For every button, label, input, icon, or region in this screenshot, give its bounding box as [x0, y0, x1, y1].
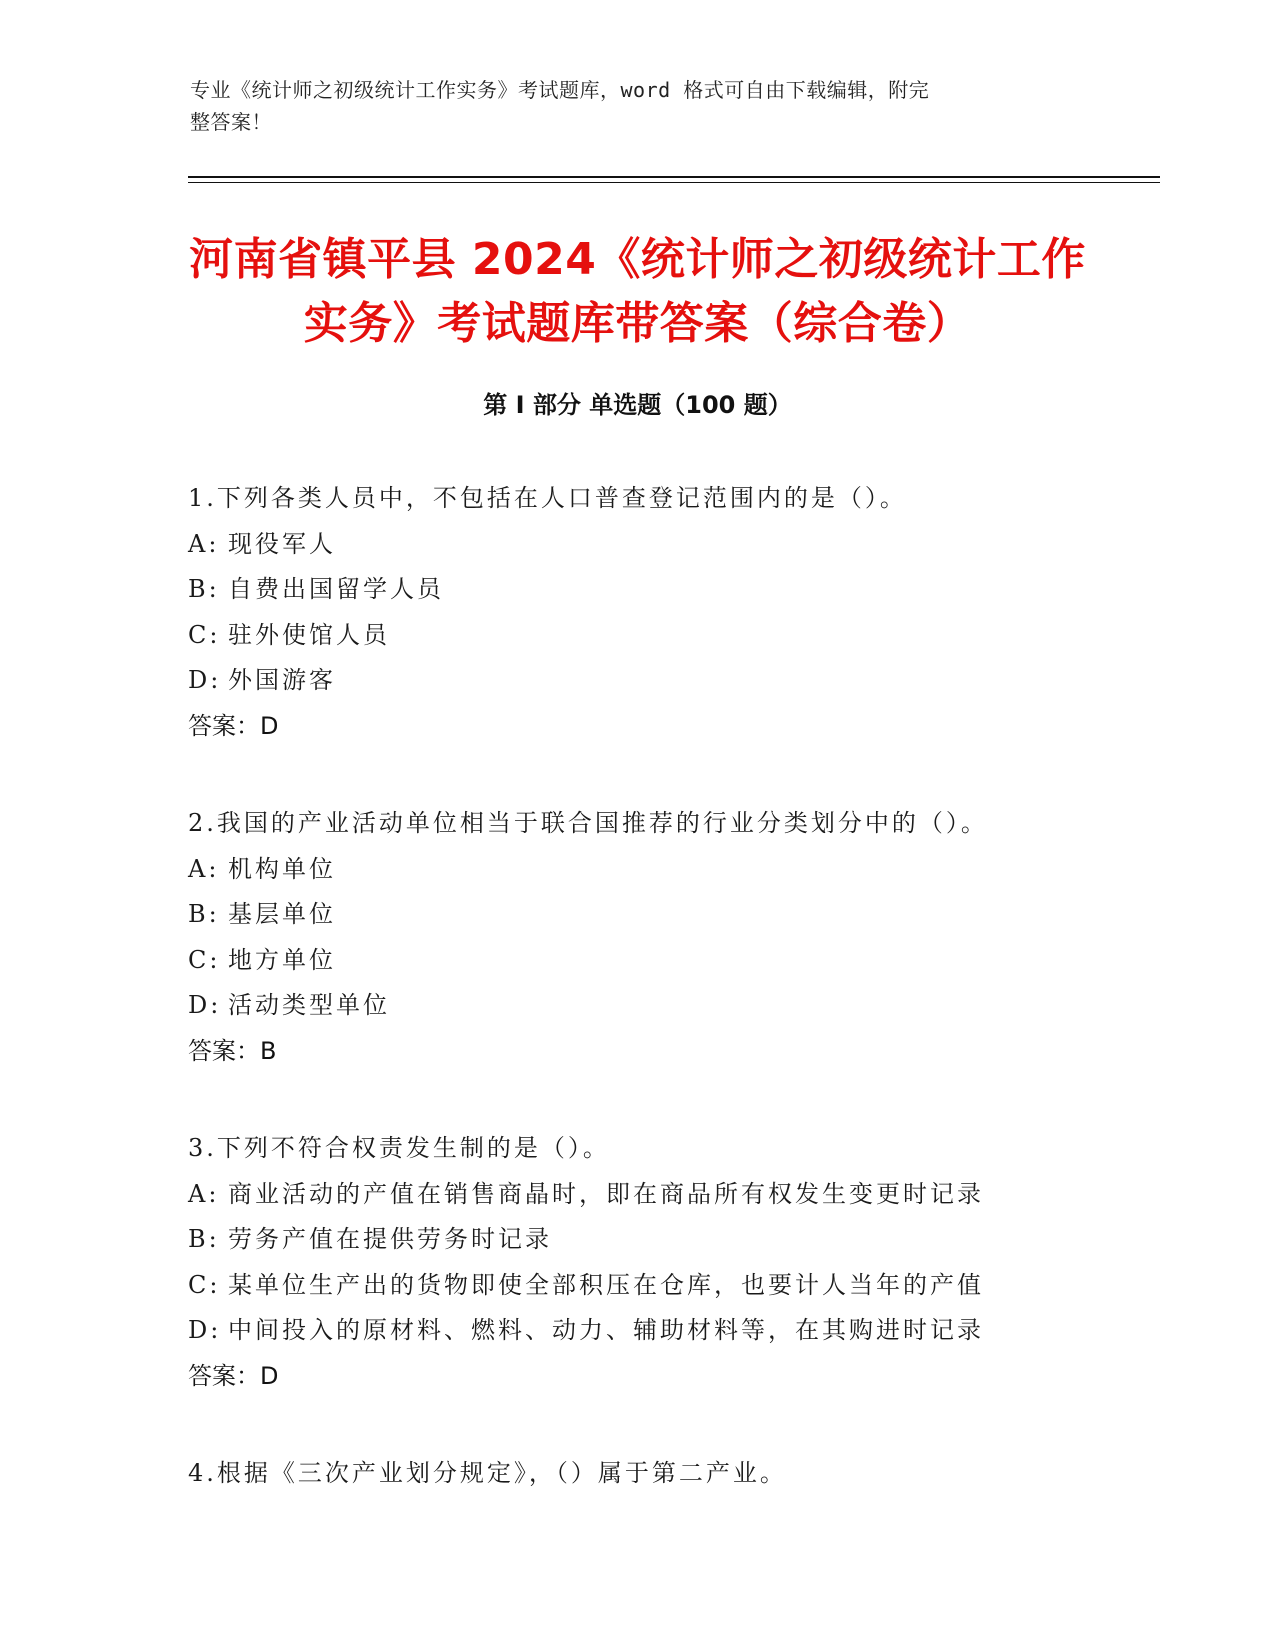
option-key: D: — [188, 991, 222, 1019]
option-text: 中间投入的原材料、燃料、动力、辅助材料等，在其购进时记录 — [228, 1316, 984, 1344]
option-text: 现役军人 — [228, 529, 336, 558]
answer-option — [188, 1172, 1088, 1218]
answer-option — [188, 567, 1088, 613]
option-key: B: — [188, 900, 220, 928]
option-text: 机构单位 — [228, 854, 336, 883]
section-heading: 第 I 部分 单选题（100 题） — [483, 391, 792, 419]
header-note-line-2: 整答案！ — [190, 110, 272, 134]
question-block — [188, 1126, 1088, 1399]
option-key: A: — [188, 529, 220, 558]
header-rule-thick — [188, 176, 1160, 178]
option-text: 驻外使馆人员 — [228, 620, 390, 649]
answer-option — [188, 613, 1088, 659]
answer-key: 答案：D — [188, 1361, 279, 1390]
answer-option — [188, 658, 1088, 704]
option-key: C: — [188, 620, 221, 649]
header-note — [190, 74, 1090, 138]
option-key: D: — [188, 666, 222, 694]
answer-option — [188, 1263, 1088, 1309]
question-block — [188, 476, 1088, 749]
document-title — [150, 228, 1125, 356]
option-text: 自费出国留学人员 — [228, 575, 444, 603]
question-list — [188, 476, 1088, 1549]
document-title-line-2: 实务》考试题库带答案（综合卷） — [303, 298, 972, 349]
option-text: 某单位生产出的货物即使全部积压在仓库，也要计人当年的产值 — [228, 1270, 984, 1299]
question-stem: 1.下列各类人员中，不包括在人口普查登记范围内的是（）。 — [188, 484, 907, 512]
header-note-line-1: 专业《统计师之初级统计工作实务》考试题库，word 格式可自由下载编辑，附完 — [190, 78, 930, 102]
header-rule-thin — [188, 182, 1160, 183]
option-text: 外国游客 — [228, 666, 336, 694]
option-key: B: — [188, 1225, 220, 1253]
option-text: 活动类型单位 — [228, 991, 390, 1019]
option-key: C: — [188, 1270, 221, 1299]
option-text: 地方单位 — [228, 945, 336, 974]
option-key: B: — [188, 575, 220, 603]
option-key: D: — [188, 1316, 222, 1344]
answer-option — [188, 892, 1088, 938]
option-text: 基层单位 — [228, 900, 336, 928]
answer-option — [188, 1308, 1088, 1354]
option-text: 劳务产值在提供劳务时记录 — [228, 1225, 552, 1253]
answer-option — [188, 847, 1088, 893]
option-key: A: — [188, 854, 220, 883]
answer-option — [188, 522, 1088, 568]
option-text: 商业活动的产值在销售商晶时，即在商品所有权发生变更时记录 — [228, 1179, 984, 1208]
document-title-line-1: 河南省镇平县 2024《统计师之初级统计工作 — [189, 234, 1086, 285]
answer-option — [188, 938, 1088, 984]
question-block — [188, 1451, 1088, 1497]
answer-option — [188, 1217, 1088, 1263]
question-stem: 4.根据《三次产业划分规定》，（）属于第二产业。 — [188, 1459, 787, 1487]
answer-key: 答案：D — [188, 711, 279, 740]
question-stem: 3.下列不符合权责发生制的是（）。 — [188, 1134, 610, 1162]
question-stem: 2.我国的产业活动单位相当于联合国推荐的行业分类划分中的（）。 — [188, 809, 988, 837]
question-block — [188, 801, 1088, 1074]
option-key: A: — [188, 1179, 220, 1208]
answer-key: 答案：B — [188, 1036, 277, 1065]
option-key: C: — [188, 945, 221, 974]
answer-option — [188, 983, 1088, 1029]
